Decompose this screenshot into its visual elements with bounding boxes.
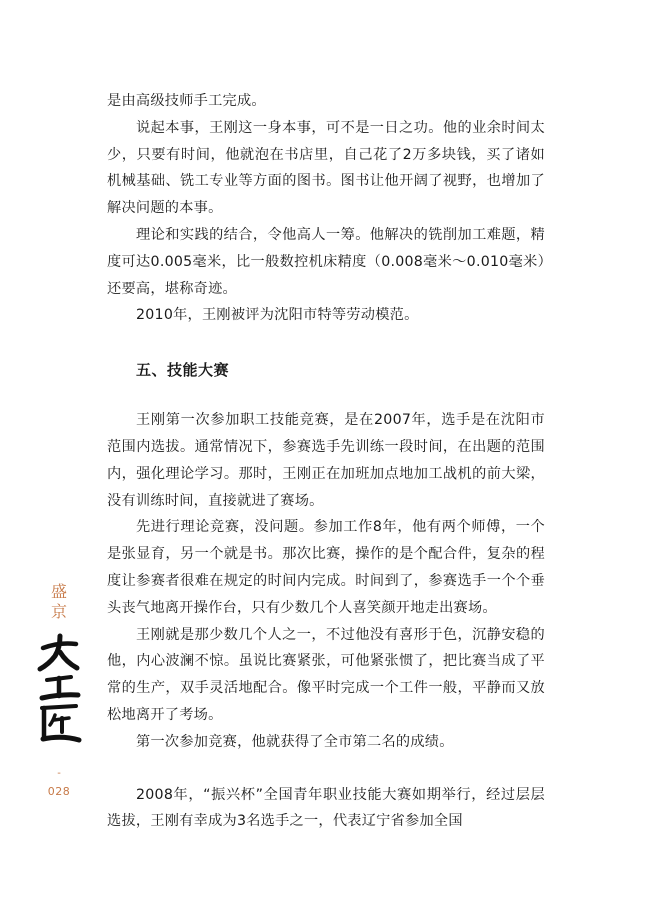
paragraph: 说起本事，王刚这一身本事，可不是一日之功。他的业余时间太少，只要有时间，他就泡在书店里，自己花了2万多块钱，买了诸如机械基础、铣工专业等方面的图书。图书让他开阔了视野，也增加了解决问题的本事。 [107, 119, 545, 217]
paragraph: 是由高级技师手工完成。 [107, 93, 266, 109]
sidebar-book-mark [33, 582, 85, 798]
book-title-vertical [33, 582, 85, 622]
brush-calligraphy-logo-icon [33, 632, 85, 747]
body-text-column [107, 88, 545, 835]
book-title-char: 京 [50, 602, 67, 621]
section-heading: 五、技能大赛 [136, 361, 230, 380]
calligraphy-logo [33, 632, 85, 751]
paragraph: 先进行理论竞赛，没问题。参加工作8年，他有两个师傅，一个是张显育，另一个就是书。那次比赛，操作的是个配合件，复杂的程度让参赛者很难在规定的时间内完成。时间到了，参赛选手一个个垂头丧气地离开操作台，只有少数几个人喜笑颜开地走出赛场。 [107, 519, 545, 616]
paragraph: 第一次参加竞赛，他就获得了全市第二名的成绩。 [136, 733, 454, 750]
paragraph: 2010年，王刚被评为沈阳市特等劳动模范。 [136, 307, 419, 324]
book-title-char: 盛 [50, 582, 67, 601]
paragraph-gap [107, 756, 545, 782]
page-number-dash: - [57, 768, 61, 779]
page-number: 028 [47, 785, 71, 798]
paragraph: 王刚第一次参加职工技能竞赛，是在2007年，选手是在沈阳市范围内选拔。通常情况下，参赛选手先训练一段时间，在出题的范围内，强化理论学习。那时，王刚正在加班加点地加工战机的前大梁，没有训练时间，直接就进了赛场。 [107, 412, 545, 509]
paragraph: 王刚就是那少数几个人之一，不过他没有喜形于色，沉静安稳的他，内心波澜不惊。虽说比赛紧张，可他紧张惯了，把比赛当成了平常的生产，双手灵活地配合。像平时完成一个工件一般，平静而又放松地离开了考场。 [107, 626, 545, 723]
paragraph: 2008年，“振兴杯”全国青年职业技能大赛如期举行，经过层层选拔，王刚有幸成为3名选手之一，代表辽宁省参加全国 [107, 786, 545, 830]
paragraph: 理论和实践的结合，令他高人一筹。他解决的铣削加工难题，精度可达0.005毫米，比一般数控机床精度（0.008毫米～0.010毫米）还要高，堪称奇迹。 [107, 226, 545, 297]
